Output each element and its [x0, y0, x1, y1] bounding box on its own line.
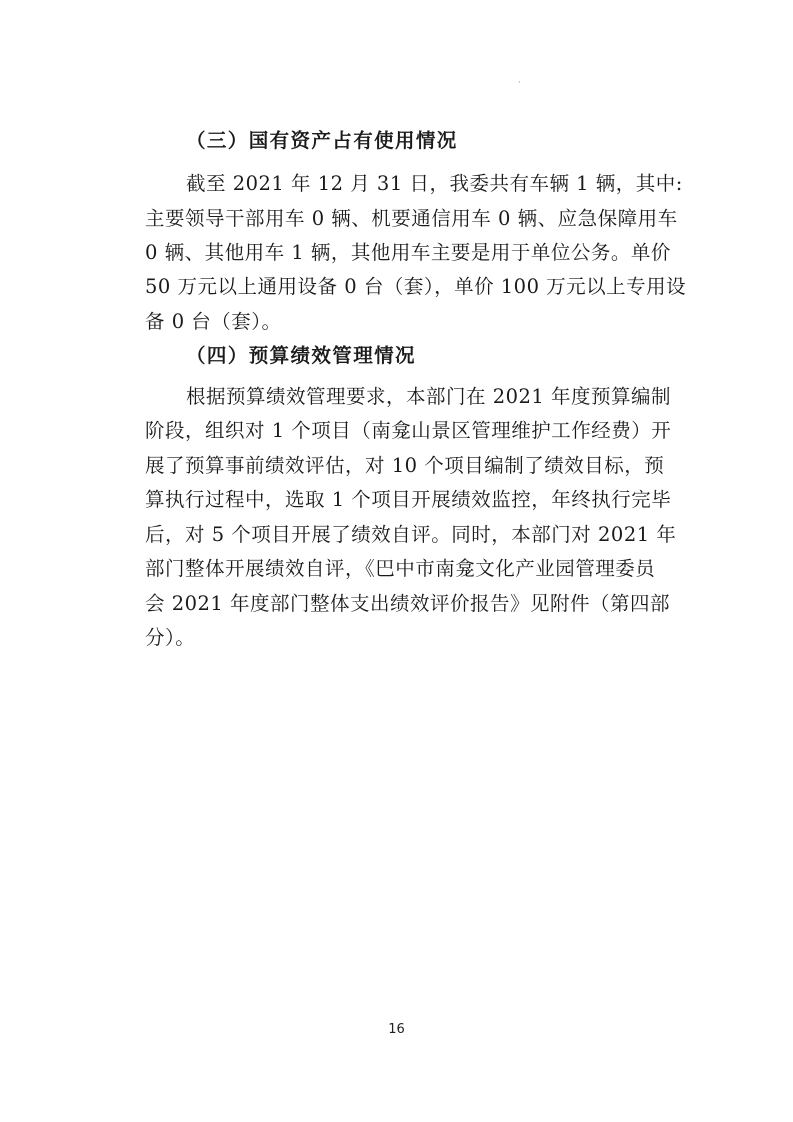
scan-mark: · — [518, 78, 521, 87]
section-3-paragraph-line: 备 0 台（套）。 — [145, 310, 282, 333]
section-4-paragraph-line: 会 2021 年度部门整体支出绩效评价报告》见附件（第四部 — [145, 592, 671, 615]
section-3-heading: （三）国有资产占有使用情况 — [186, 129, 458, 152]
section-3-paragraph-line: 50 万元以上通用设备 0 台（套），单价 100 万元以上专用设 — [145, 275, 687, 298]
section-4-paragraph-line: 展了预算事前绩效评估，对 10 个项目编制了绩效目标，预 — [145, 454, 665, 477]
section-4-heading: （四）预算绩效管理情况 — [186, 344, 416, 367]
section-3-paragraph-line: 截至 2021 年 12 月 31 日，我委共有车辆 1 辆，其中: — [186, 172, 683, 195]
section-4-paragraph-line: 分）。 — [145, 626, 196, 649]
section-4-paragraph-line: 算执行过程中，选取 1 个项目开展绩效监控，年终执行完毕 — [145, 488, 672, 511]
section-4-paragraph-line: 根据预算绩效管理要求，本部门在 2021 年度预算编制 — [186, 385, 672, 408]
section-4-paragraph-line: 部门整体开展绩效自评，《巴中市南龛文化产业园管理委员 — [145, 557, 656, 580]
section-3-paragraph-line: 0 辆、其他用车 1 辆，其他用车主要是用于单位公务。单价 — [145, 241, 671, 264]
section-4-paragraph-line: 后，对 5 个项目开展了绩效自评。同时，本部门对 2021 年 — [145, 523, 677, 546]
page-number: 16 — [388, 1022, 405, 1037]
section-3-paragraph-line: 主要领导干部用车 0 辆、机要通信用车 0 辆、应急保障用车 — [145, 207, 678, 230]
section-4-paragraph-line: 阶段，组织对 1 个项目（南龛山景区管理维护工作经费）开 — [145, 419, 672, 442]
